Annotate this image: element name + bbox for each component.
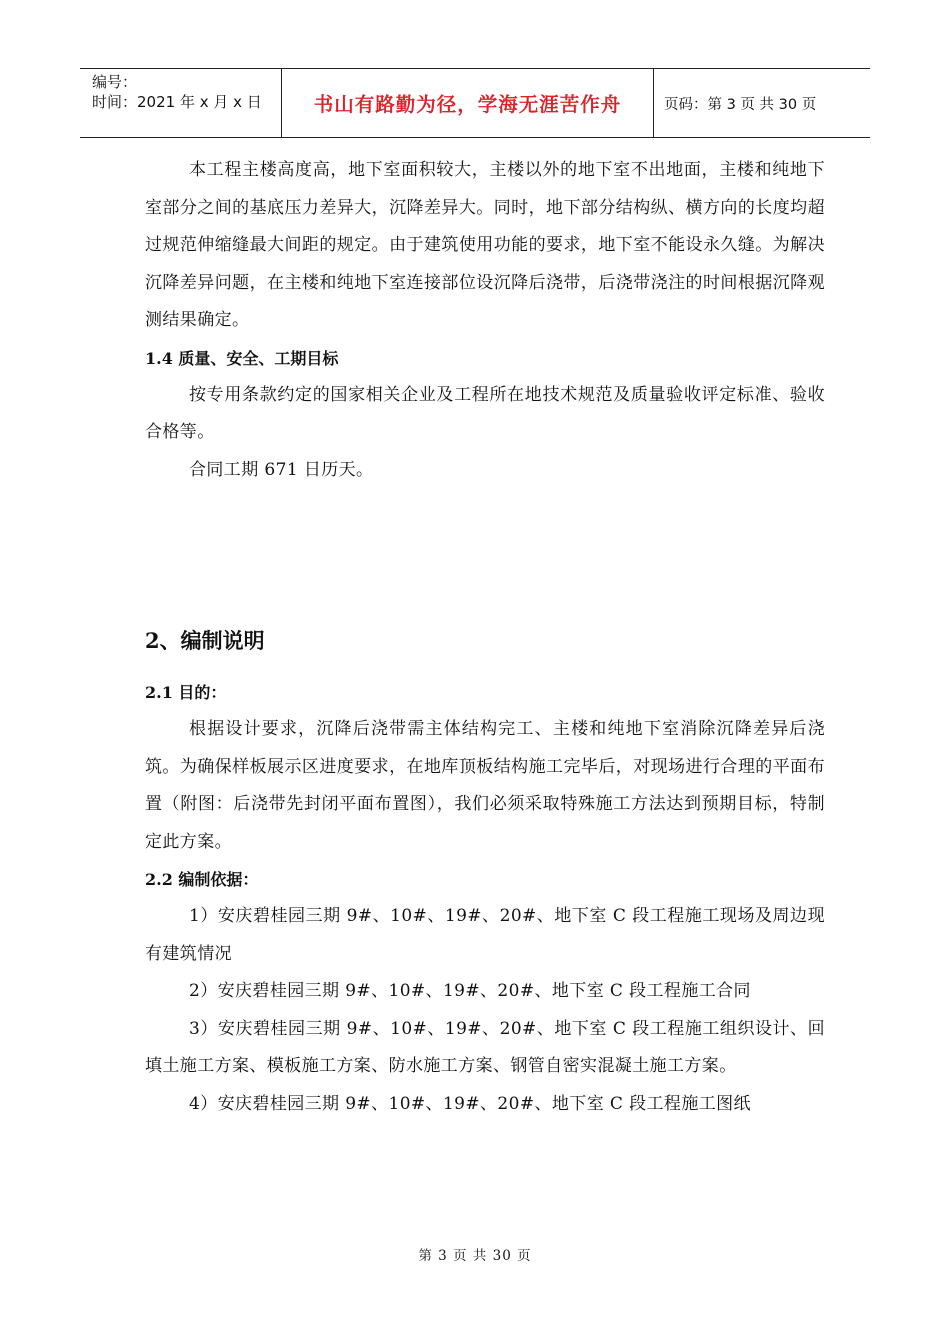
heading-1-4: 1.4 质量、安全、工期目标 [145, 348, 339, 368]
purpose-paragraph: 根据设计要求，沉降后浇带需主体结构完工、主楼和纯地下室消除沉降差异后浇筑。为确保样板展示区进度要求，在地库顶板结构施工完毕后，对现场进行合理的平面布置（附图：后浇带先封闭平面布置图），我们必须采取特殊施工方法达到预期目标，特制定此方案。 [145, 719, 825, 852]
period-paragraph: 合同工期 671 日历天。 [189, 459, 374, 480]
section-2-title: 2、编制说明 [145, 628, 265, 653]
section-2-body [145, 674, 825, 1123]
header-info [80, 69, 281, 137]
document-number-label: 编号： [92, 73, 138, 91]
project-intro-paragraph: 本工程主楼高度高，地下室面积较大，主楼以外的地下室不出地面，主楼和纯地下室部分之间的基底压力差异大，沉降差异大。同时，地下部分结构纵、横方向的长度均超过规范伸缩缝最大间距的规定。由于建筑使用功能的要求，地下室不能设永久缝。为解决沉降差异问题，在主楼和纯地下室连接部位设沉降后浇带，后浇带浇注的时间根据沉降观测结果确定。 [145, 160, 825, 330]
document-date: 时间：2021 年 x 月 x 日 [92, 93, 262, 111]
header-motto-cell [281, 69, 654, 137]
heading-2-2: 2.2 编制依据： [145, 870, 259, 889]
heading-2-1: 2.1 目的： [145, 683, 227, 702]
section-2-title-block [145, 626, 825, 656]
page-header [80, 68, 870, 138]
quality-paragraph: 按专用条款约定的国家相关企业及工程所在地技术规范及质量验收评定标准、验收合格等。 [145, 384, 825, 442]
header-page-code: 页码：第 3 页 共 30 页 [664, 96, 817, 113]
basis-item: 4）安庆碧桂园三期 9#、10#、19#、20#、地下室 C 段工程施工图纸 [189, 1093, 751, 1114]
basis-item: 3）安庆碧桂园三期 9#、10#、19#、20#、地下室 C 段工程施工组织设计、回填土施工方案、模板施工方案、防水施工方案、钢管自密实混凝土施工方案。 [145, 1018, 825, 1076]
header-motto: 书山有路勤为径，学海无涯苦作舟 [313, 93, 622, 116]
basis-item: 2）安庆碧桂园三期 9#、10#、19#、20#、地下室 C 段工程施工合同 [189, 981, 751, 1001]
section-1-body [145, 152, 825, 489]
basis-item: 1）安庆碧桂园三期 9#、10#、19#、20#、地下室 C 段工程施工现场及周边现有建筑情况 [145, 906, 825, 964]
page-footer: 第 3 页 共 30 页 [418, 1248, 532, 1264]
